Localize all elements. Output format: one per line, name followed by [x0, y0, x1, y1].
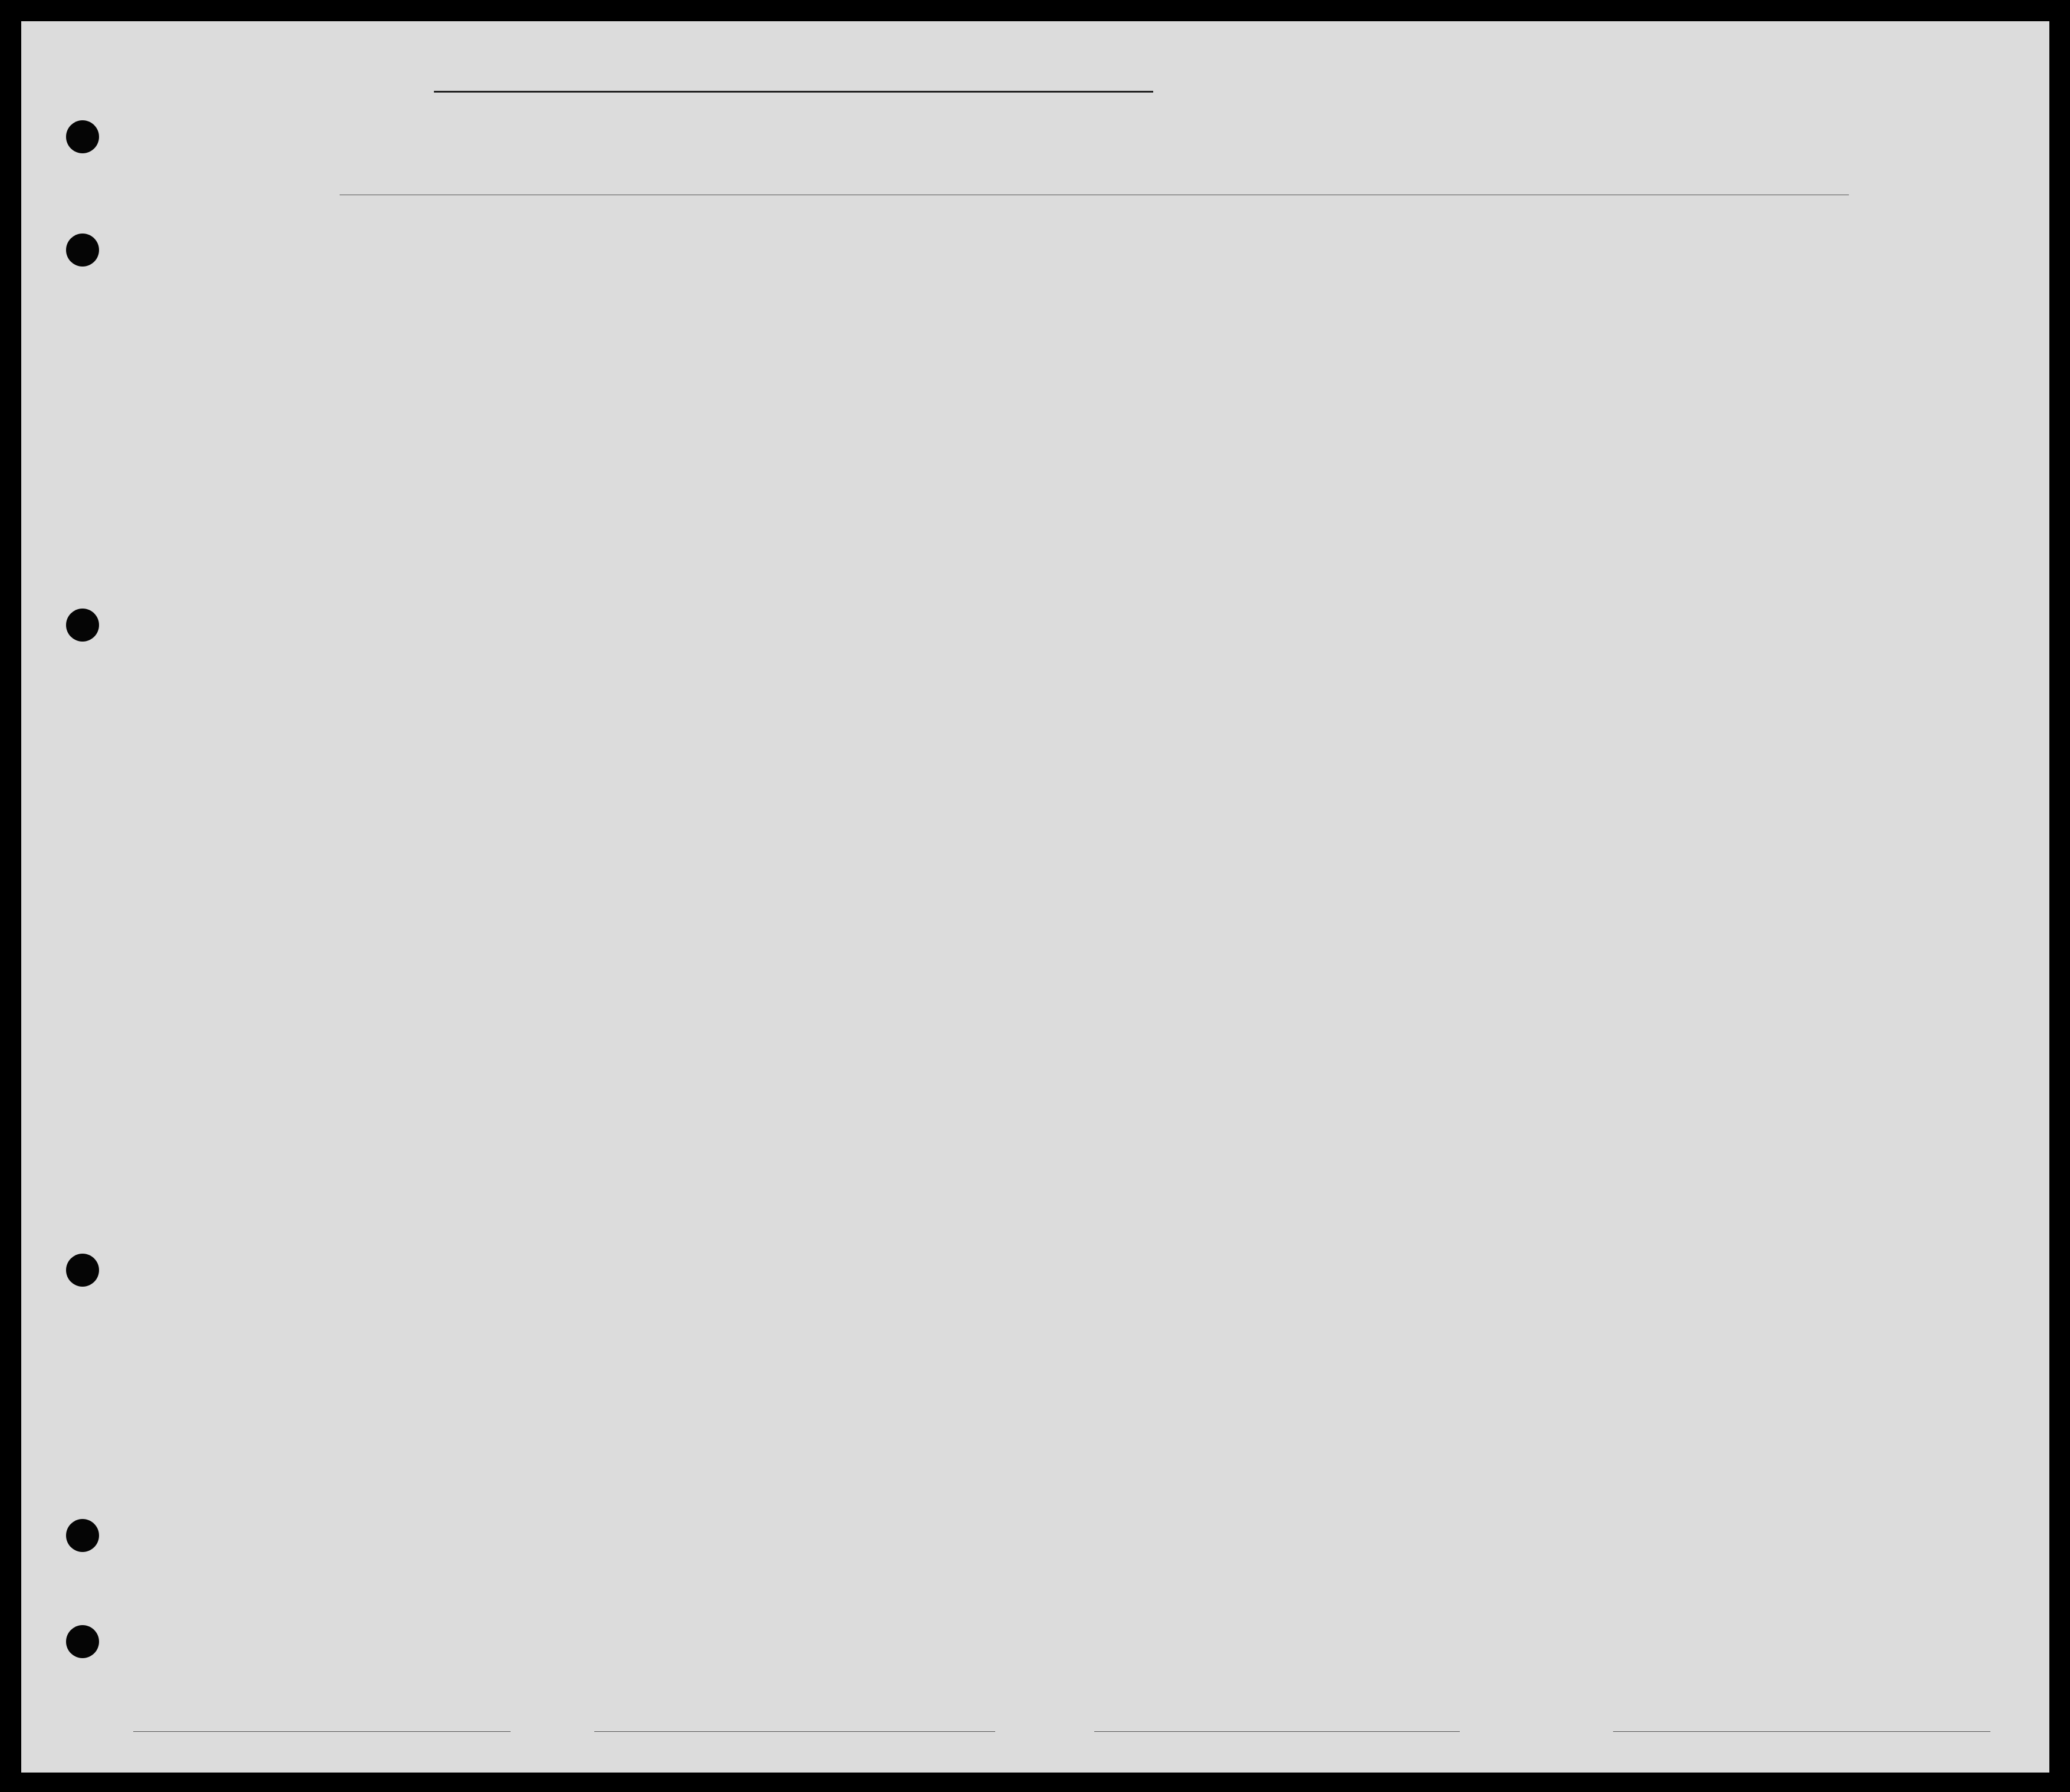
punch-hole: [66, 1519, 99, 1552]
punch-hole: [66, 1625, 99, 1658]
punch-hole: [66, 234, 99, 267]
officer-rule: [1613, 1731, 1990, 1732]
punch-hole: [66, 1254, 99, 1287]
agents-rule: [1094, 1731, 1460, 1732]
title-underline: [434, 91, 1153, 93]
line-rule: [133, 1731, 511, 1732]
owners-rule: [594, 1731, 995, 1732]
sheet-info: [1814, 58, 1990, 73]
punch-hole: [66, 120, 99, 153]
manifest-sheet: [21, 21, 2049, 1773]
punch-hole: [66, 609, 99, 642]
